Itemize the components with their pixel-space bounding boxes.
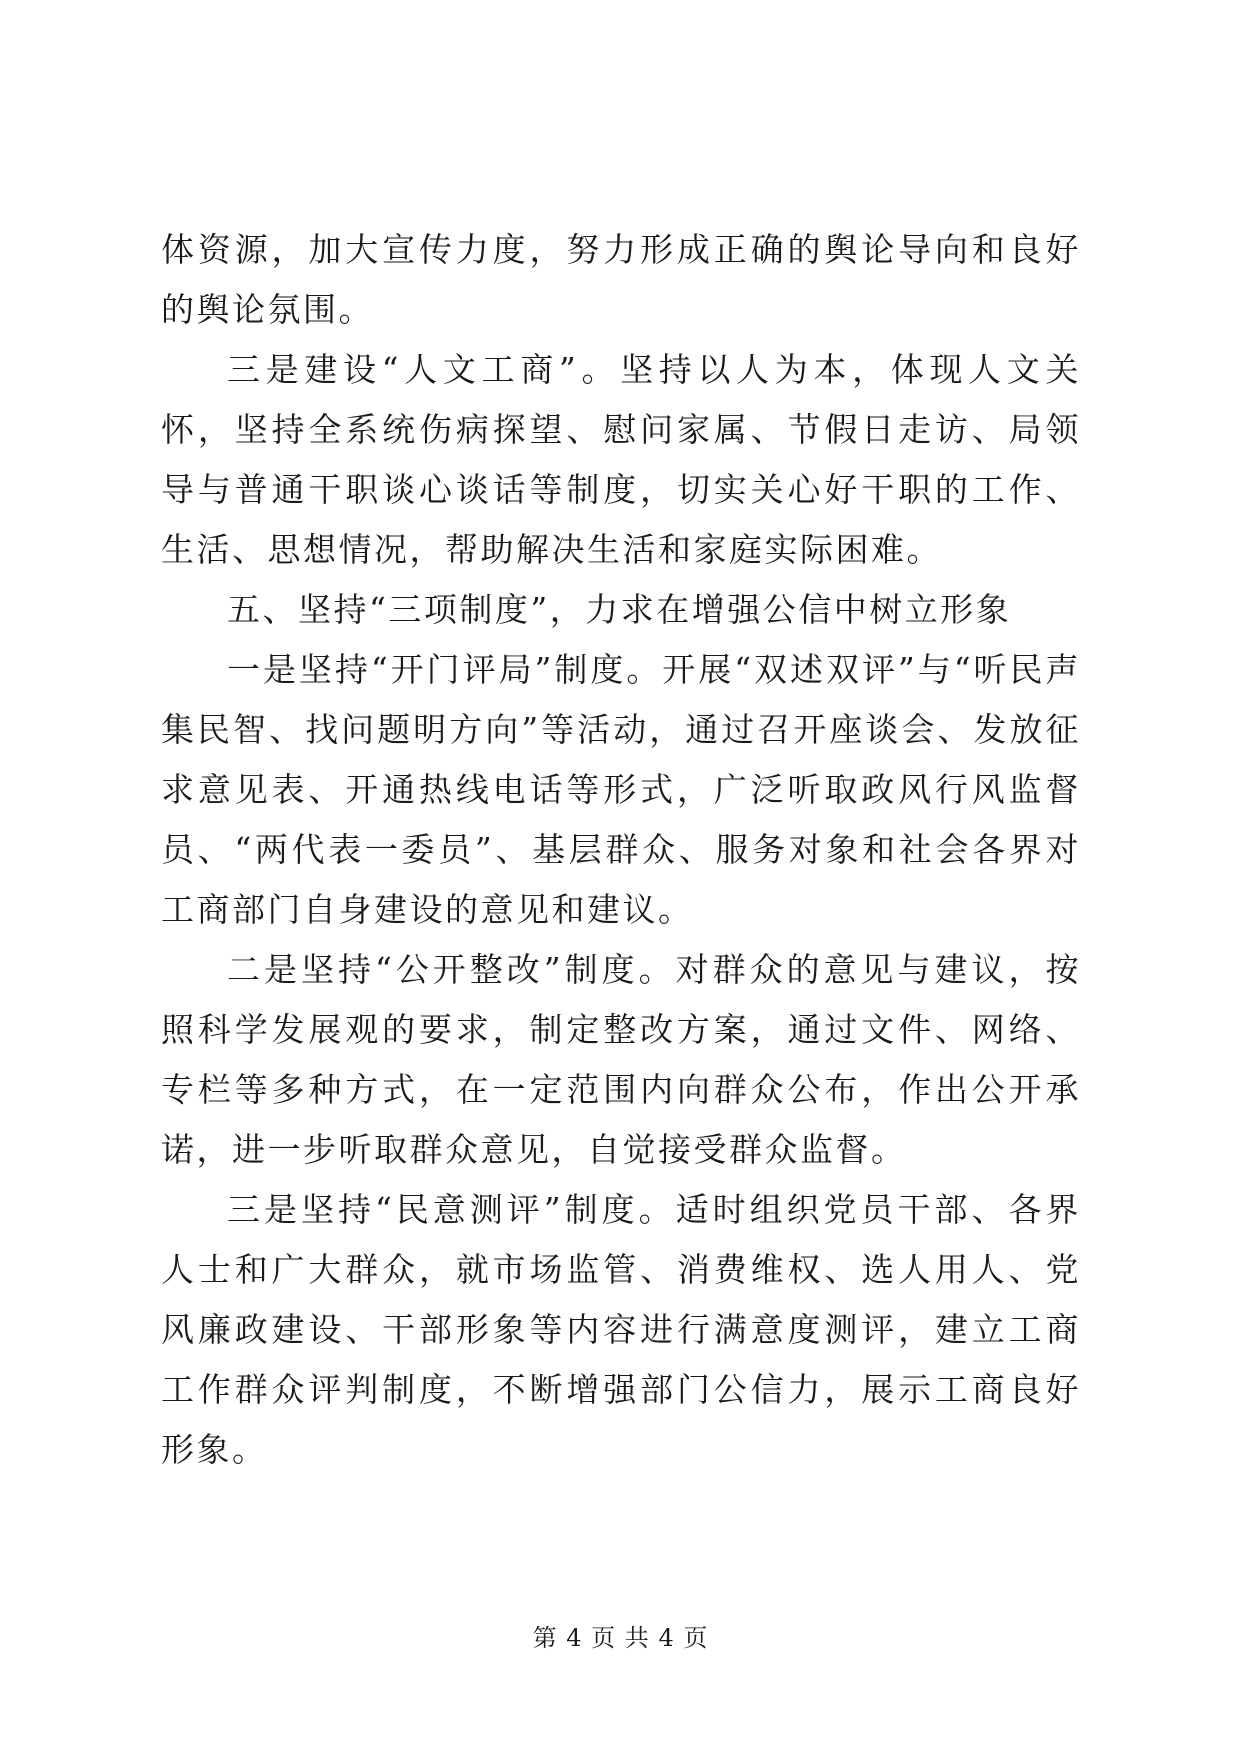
- section-heading-five: 五、坚持“三项制度”，力求在增强公信中树立形象: [227, 590, 1012, 629]
- document-body: [161, 220, 1081, 1480]
- page-number-footer: 第 4 页 共 4 页: [532, 1624, 709, 1652]
- paragraph-public-rectification: 二是坚持“公开整改”制度。对群众的意见与建议，按照科学发展观的要求，制定整改方案，通过文件、网络、专栏等多种方式，在一定范围内向群众公布，作出公开承诺，进一步听取群众意见，自觉接受群众监督。: [161, 950, 1081, 1169]
- paragraph-public-opinion-survey: 三是坚持“民意测评”制度。适时组织党员干部、各界人士和广大群众，就市场监管、消费维权、选人用人、党风廉政建设、干部形象等内容进行满意度测评，建立工商工作群众评判制度，不断增强部门公信力，展示工商良好形象。: [161, 1190, 1081, 1469]
- paragraph-humanistic-commerce: 三是建设“人文工商”。坚持以人为本，体现人文关怀，坚持全系统伤病探望、慰问家属、节假日走访、局领导与普通干职谈心谈话等制度，切实关心好干职的工作、生活、思想情况，帮助解决生活和家庭实际困难。: [161, 350, 1081, 569]
- paragraph-continuation: 体资源，加大宣传力度，努力形成正确的舆论导向和良好的舆论氛围。: [161, 230, 1081, 329]
- paragraph-open-evaluation: 一是坚持“开门评局”制度。开展“双述双评”与“听民声集民智、找问题明方向”等活动，通过召开座谈会、发放征求意见表、开通热线电话等形式，广泛听取政风行风监督员、“两代表一委员”、基层群众、服务对象和社会各界对工商部门自身建设的意见和建议。: [161, 650, 1081, 929]
